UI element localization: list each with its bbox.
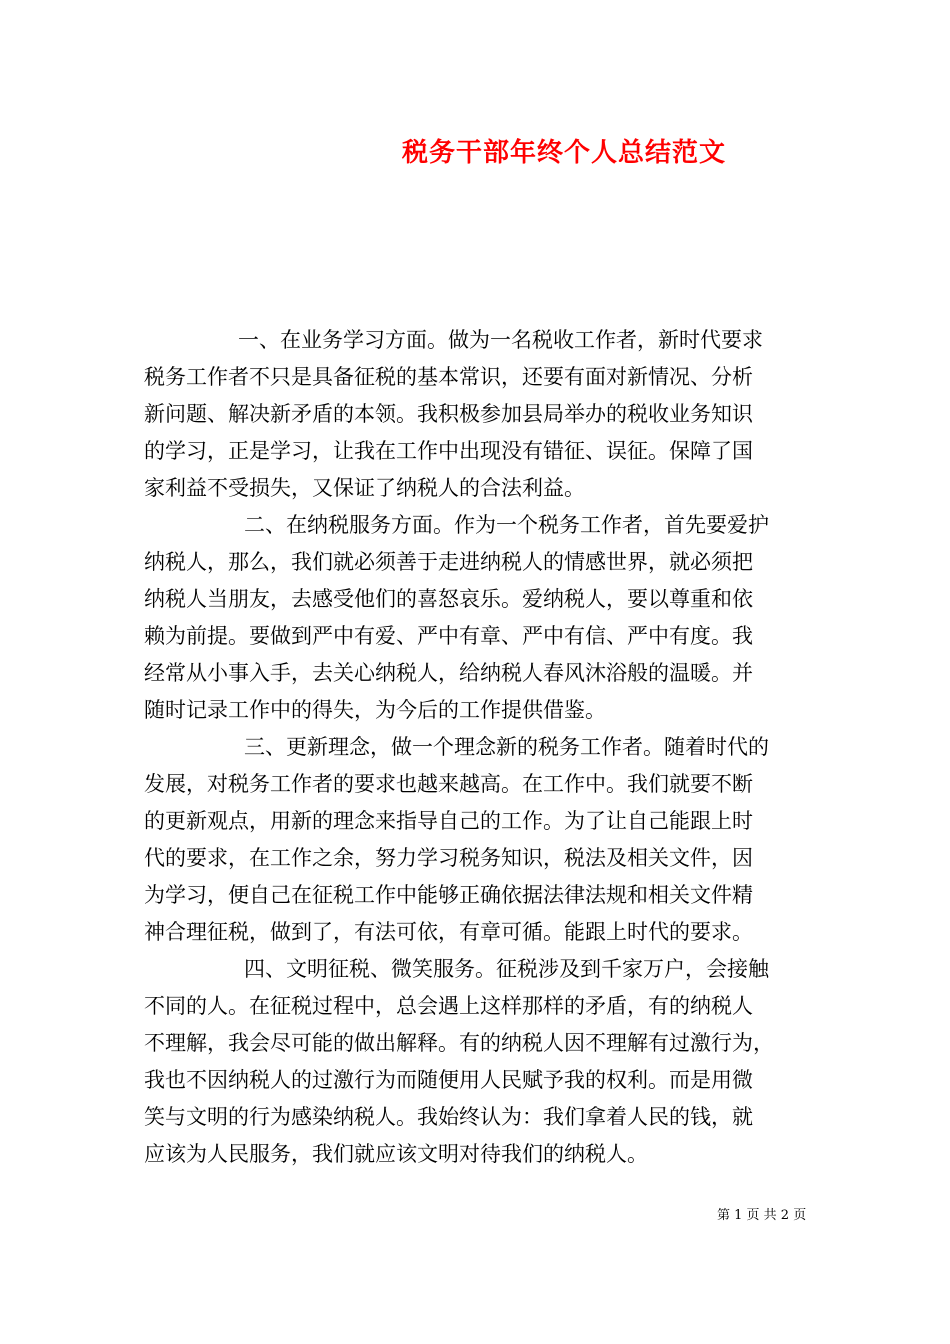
paragraph-line: 经常从小事入手，去关心纳税人，给纳税人春风沐浴般的温暖。并 bbox=[144, 661, 753, 685]
paragraph-line: 我也不因纳税人的过激行为而随便用人民赋予我的权利。而是用微 bbox=[144, 1068, 753, 1092]
paragraph-line: 一、在业务学习方面。做为一名税收工作者，新时代要求 bbox=[238, 328, 763, 352]
paragraph-line: 应该为人民服务，我们就应该文明对待我们的纳税人。 bbox=[144, 1142, 648, 1166]
paragraph-line: 为学习，便自己在征税工作中能够正确依据法律法规和相关文件精 bbox=[144, 883, 753, 907]
paragraph-line: 不同的人。在征税过程中，总会遇上这样那样的矛盾，有的纳税人 bbox=[144, 994, 753, 1018]
paragraph-line: 笑与文明的行为感染纳税人。我始终认为：我们拿着人民的钱，就 bbox=[144, 1105, 753, 1129]
paragraph-line: 二、在纳税服务方面。作为一个税务工作者，首先要爱护 bbox=[244, 513, 769, 537]
paragraph-4 bbox=[144, 951, 812, 1173]
paragraph-line: 不理解，我会尽可能的做出解释。有的纳税人因不理解有过激行为， bbox=[144, 1031, 774, 1055]
paragraph-line: 神合理征税，做到了，有法可依，有章可循。能跟上时代的要求。 bbox=[144, 920, 753, 944]
paragraph-line: 税务工作者不只是具备征税的基本常识，还要有面对新情况、分析 bbox=[144, 365, 753, 389]
paragraph-1 bbox=[144, 322, 812, 507]
paragraph-line: 的更新观点，用新的理念来指导自己的工作。为了让自己能跟上时 bbox=[144, 809, 753, 833]
paragraph-2 bbox=[144, 507, 812, 729]
document-title: 税务干部年终个人总结范文 bbox=[401, 138, 726, 168]
paragraph-line: 新问题、解决新矛盾的本领。我积极参加县局举办的税收业务知识 bbox=[144, 402, 753, 426]
paragraph-line: 纳税人当朋友，去感受他们的喜怒哀乐。爱纳税人，要以尊重和依 bbox=[144, 587, 753, 611]
paragraph-3 bbox=[144, 729, 812, 951]
page-number-footer: 第 1 页 共 2 页 bbox=[717, 1208, 807, 1223]
paragraph-line: 发展，对税务工作者的要求也越来越高。在工作中。我们就要不断 bbox=[144, 772, 753, 796]
paragraph-line: 赖为前提。要做到严中有爱、严中有章、严中有信、严中有度。我 bbox=[144, 624, 753, 648]
document-body bbox=[144, 322, 812, 1173]
paragraph-line: 四、文明征税、微笑服务。征税涉及到千家万户，会接触 bbox=[244, 957, 769, 981]
paragraph-line: 代的要求，在工作之余，努力学习税务知识，税法及相关文件，因 bbox=[144, 846, 753, 870]
paragraph-line: 的学习，正是学习，让我在工作中出现没有错征、误征。保障了国 bbox=[144, 439, 753, 463]
paragraph-line: 随时记录工作中的得失，为今后的工作提供借鉴。 bbox=[144, 698, 606, 722]
paragraph-line: 纳税人，那么，我们就必须善于走进纳税人的情感世界，就必须把 bbox=[144, 550, 753, 574]
paragraph-line: 三、更新理念，做一个理念新的税务工作者。随着时代的 bbox=[244, 735, 769, 759]
paragraph-line: 家利益不受损失，又保证了纳税人的合法利益。 bbox=[144, 476, 585, 500]
